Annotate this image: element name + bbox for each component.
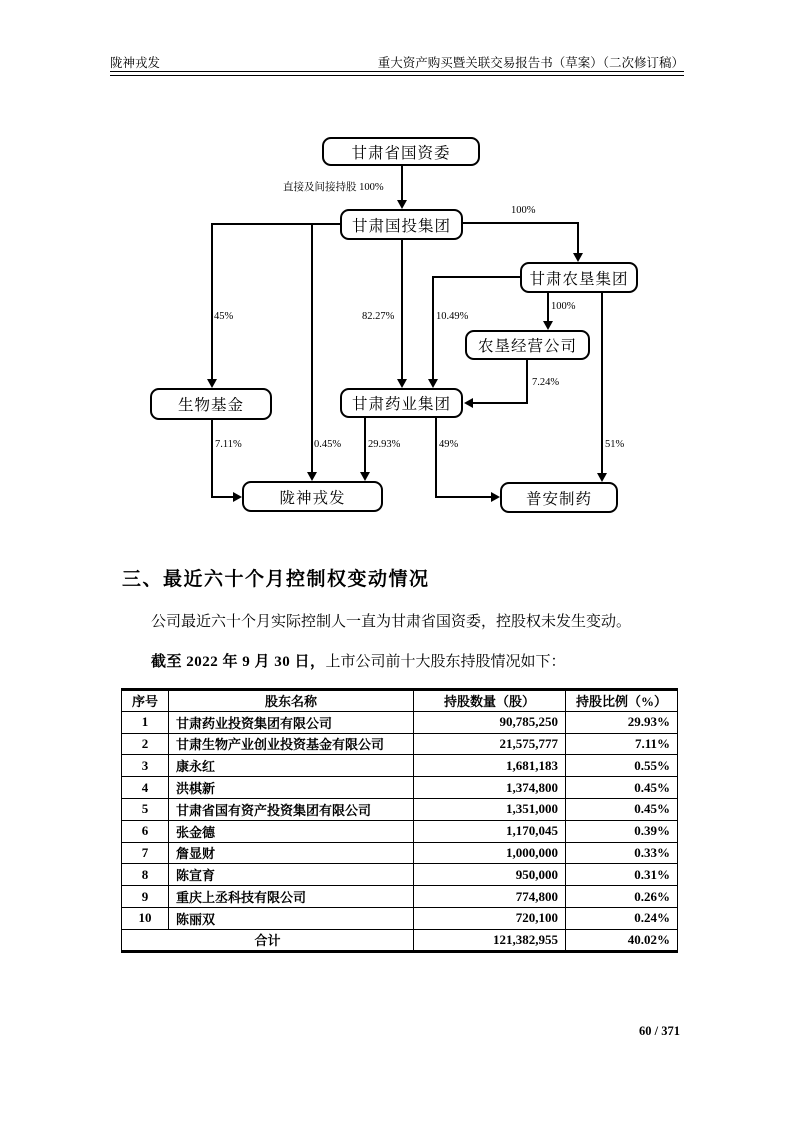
edge-label: 45% bbox=[214, 311, 234, 322]
cell-shareholder: 詹显财 bbox=[169, 842, 414, 864]
arrow-down-icon bbox=[597, 473, 607, 482]
table-row bbox=[122, 777, 678, 799]
connector-line bbox=[435, 418, 437, 498]
cell-shares: 21,575,777 bbox=[414, 733, 566, 755]
cell-shares: 1,000,000 bbox=[414, 842, 566, 864]
connector-line bbox=[311, 223, 313, 473]
cell-index: 3 bbox=[122, 755, 169, 777]
intro-date-bold: 截至 2022 年 9 月 30 日， bbox=[151, 654, 326, 670]
cell-shares: 1,351,000 bbox=[414, 798, 566, 820]
connector-line bbox=[211, 420, 213, 498]
connector-line bbox=[211, 223, 213, 380]
edge-label: 29.93% bbox=[368, 439, 401, 450]
table-header-row bbox=[122, 690, 678, 712]
table-row bbox=[122, 842, 678, 864]
cell-index: 6 bbox=[122, 820, 169, 842]
table-row bbox=[122, 864, 678, 886]
cell-index: 7 bbox=[122, 842, 169, 864]
cell-shareholder: 康永红 bbox=[169, 755, 414, 777]
cell-shareholder: 甘肃药业投资集团有限公司 bbox=[169, 711, 414, 733]
table-row bbox=[122, 907, 678, 929]
col-header-shareholder: 股东名称 bbox=[169, 690, 414, 712]
connector-line bbox=[401, 240, 403, 380]
cell-shares: 950,000 bbox=[414, 864, 566, 886]
cell-ratio: 0.55% bbox=[566, 755, 678, 777]
connector-line bbox=[432, 276, 434, 380]
node-longshen-rongfa: 陇神戎发 bbox=[242, 481, 383, 512]
connector-line bbox=[364, 418, 366, 473]
connector-line bbox=[463, 222, 579, 224]
node-gansu-guotou-group: 甘肃国投集团 bbox=[340, 209, 463, 240]
arrow-down-icon bbox=[397, 200, 407, 209]
node-nongken-jingying-co: 农垦经营公司 bbox=[465, 330, 590, 360]
arrow-down-icon bbox=[207, 379, 217, 388]
table-row bbox=[122, 755, 678, 777]
table-row bbox=[122, 886, 678, 908]
node-gansu-pharma-group: 甘肃药业集团 bbox=[340, 388, 463, 418]
table-row bbox=[122, 820, 678, 842]
edge-label: 10.49% bbox=[436, 311, 469, 322]
cell-shareholder: 张金德 bbox=[169, 820, 414, 842]
intro-rest: 上市公司前十大股东持股情况如下： bbox=[325, 654, 566, 670]
connector-line bbox=[577, 222, 579, 254]
cell-index: 4 bbox=[122, 777, 169, 799]
node-puan-pharma: 普安制药 bbox=[500, 482, 618, 513]
edge-label: 49% bbox=[439, 439, 459, 450]
cell-ratio: 0.26% bbox=[566, 886, 678, 908]
arrow-down-icon bbox=[573, 253, 583, 262]
col-header-shares: 持股数量（股） bbox=[414, 690, 566, 712]
cell-ratio: 0.45% bbox=[566, 798, 678, 820]
cell-index: 9 bbox=[122, 886, 169, 908]
connector-line bbox=[435, 496, 491, 498]
table-row bbox=[122, 733, 678, 755]
table-total-row bbox=[122, 929, 678, 951]
cell-total-label: 合计 bbox=[122, 929, 414, 951]
col-header-ratio: 持股比例（%） bbox=[566, 690, 678, 712]
cell-shareholder: 陈丽双 bbox=[169, 907, 414, 929]
arrow-down-icon bbox=[543, 321, 553, 330]
edge-label: 82.27% bbox=[362, 311, 395, 322]
arrow-down-icon bbox=[428, 379, 438, 388]
cell-shares: 1,170,045 bbox=[414, 820, 566, 842]
section-title: 三、最近六十个月控制权变动情况 bbox=[122, 569, 430, 590]
cell-ratio: 0.33% bbox=[566, 842, 678, 864]
cell-shares: 1,374,800 bbox=[414, 777, 566, 799]
table-row bbox=[122, 711, 678, 733]
connector-line bbox=[432, 276, 520, 278]
header-report-title: 重大资产购买暨关联交易报告书（草案）（二次修订稿） bbox=[377, 56, 684, 70]
cell-index: 1 bbox=[122, 711, 169, 733]
cell-index: 10 bbox=[122, 907, 169, 929]
arrow-down-icon bbox=[360, 472, 370, 481]
cell-shareholder: 甘肃省国有资产投资集团有限公司 bbox=[169, 798, 414, 820]
cell-shares: 720,100 bbox=[414, 907, 566, 929]
shareholders-table bbox=[121, 688, 678, 953]
cell-total-ratio: 40.02% bbox=[566, 929, 678, 951]
arrow-down-icon bbox=[397, 379, 407, 388]
cell-index: 2 bbox=[122, 733, 169, 755]
page-number: 60 / 371 bbox=[639, 1024, 680, 1038]
node-gansu-sasac: 甘肃省国资委 bbox=[322, 137, 480, 166]
cell-index: 8 bbox=[122, 864, 169, 886]
edge-label: 100% bbox=[551, 301, 576, 312]
arrow-right-icon bbox=[491, 492, 500, 502]
connector-line bbox=[401, 166, 403, 201]
cell-shareholder: 陈宣育 bbox=[169, 864, 414, 886]
paragraph-control-change: 公司最近六十个月实际控制人一直为甘肃省国资委，控股权未发生变动。 bbox=[151, 614, 632, 630]
edge-label: 0.45% bbox=[314, 439, 342, 450]
header-short-title: 陇神戎发 bbox=[110, 56, 161, 70]
connector-line bbox=[526, 360, 528, 404]
arrow-left-icon bbox=[464, 398, 473, 408]
connector-line bbox=[547, 293, 549, 322]
edge-label: 7.11% bbox=[215, 439, 242, 450]
cell-index: 5 bbox=[122, 798, 169, 820]
node-gansu-nongken-group: 甘肃农垦集团 bbox=[520, 262, 638, 293]
cell-ratio: 0.45% bbox=[566, 777, 678, 799]
cell-shareholder: 重庆上丞科技有限公司 bbox=[169, 886, 414, 908]
connector-line bbox=[211, 223, 340, 225]
cell-shares: 1,681,183 bbox=[414, 755, 566, 777]
col-header-index: 序号 bbox=[122, 690, 169, 712]
paragraph-table-intro bbox=[121, 651, 687, 673]
arrow-down-icon bbox=[307, 472, 317, 481]
cell-shares: 90,785,250 bbox=[414, 711, 566, 733]
cell-ratio: 7.11% bbox=[566, 733, 678, 755]
edge-label: 51% bbox=[605, 439, 625, 450]
cell-total-shares: 121,382,955 bbox=[414, 929, 566, 951]
cell-shareholder: 甘肃生物产业创业投资基金有限公司 bbox=[169, 733, 414, 755]
ownership-chart bbox=[0, 0, 793, 540]
cell-shareholder: 洪棋新 bbox=[169, 777, 414, 799]
edge-label: 100% bbox=[511, 205, 536, 216]
node-biology-fund: 生物基金 bbox=[150, 388, 272, 420]
cell-shares: 774,800 bbox=[414, 886, 566, 908]
edge-label: 7.24% bbox=[532, 377, 560, 388]
cell-ratio: 0.31% bbox=[566, 864, 678, 886]
arrow-right-icon bbox=[233, 492, 242, 502]
connector-line bbox=[473, 402, 528, 404]
connector-line bbox=[211, 496, 233, 498]
edge-label: 直接及间接持股 100% bbox=[283, 182, 384, 193]
table-row bbox=[122, 798, 678, 820]
cell-ratio: 0.39% bbox=[566, 820, 678, 842]
connector-line bbox=[601, 293, 603, 474]
cell-ratio: 29.93% bbox=[566, 711, 678, 733]
cell-ratio: 0.24% bbox=[566, 907, 678, 929]
